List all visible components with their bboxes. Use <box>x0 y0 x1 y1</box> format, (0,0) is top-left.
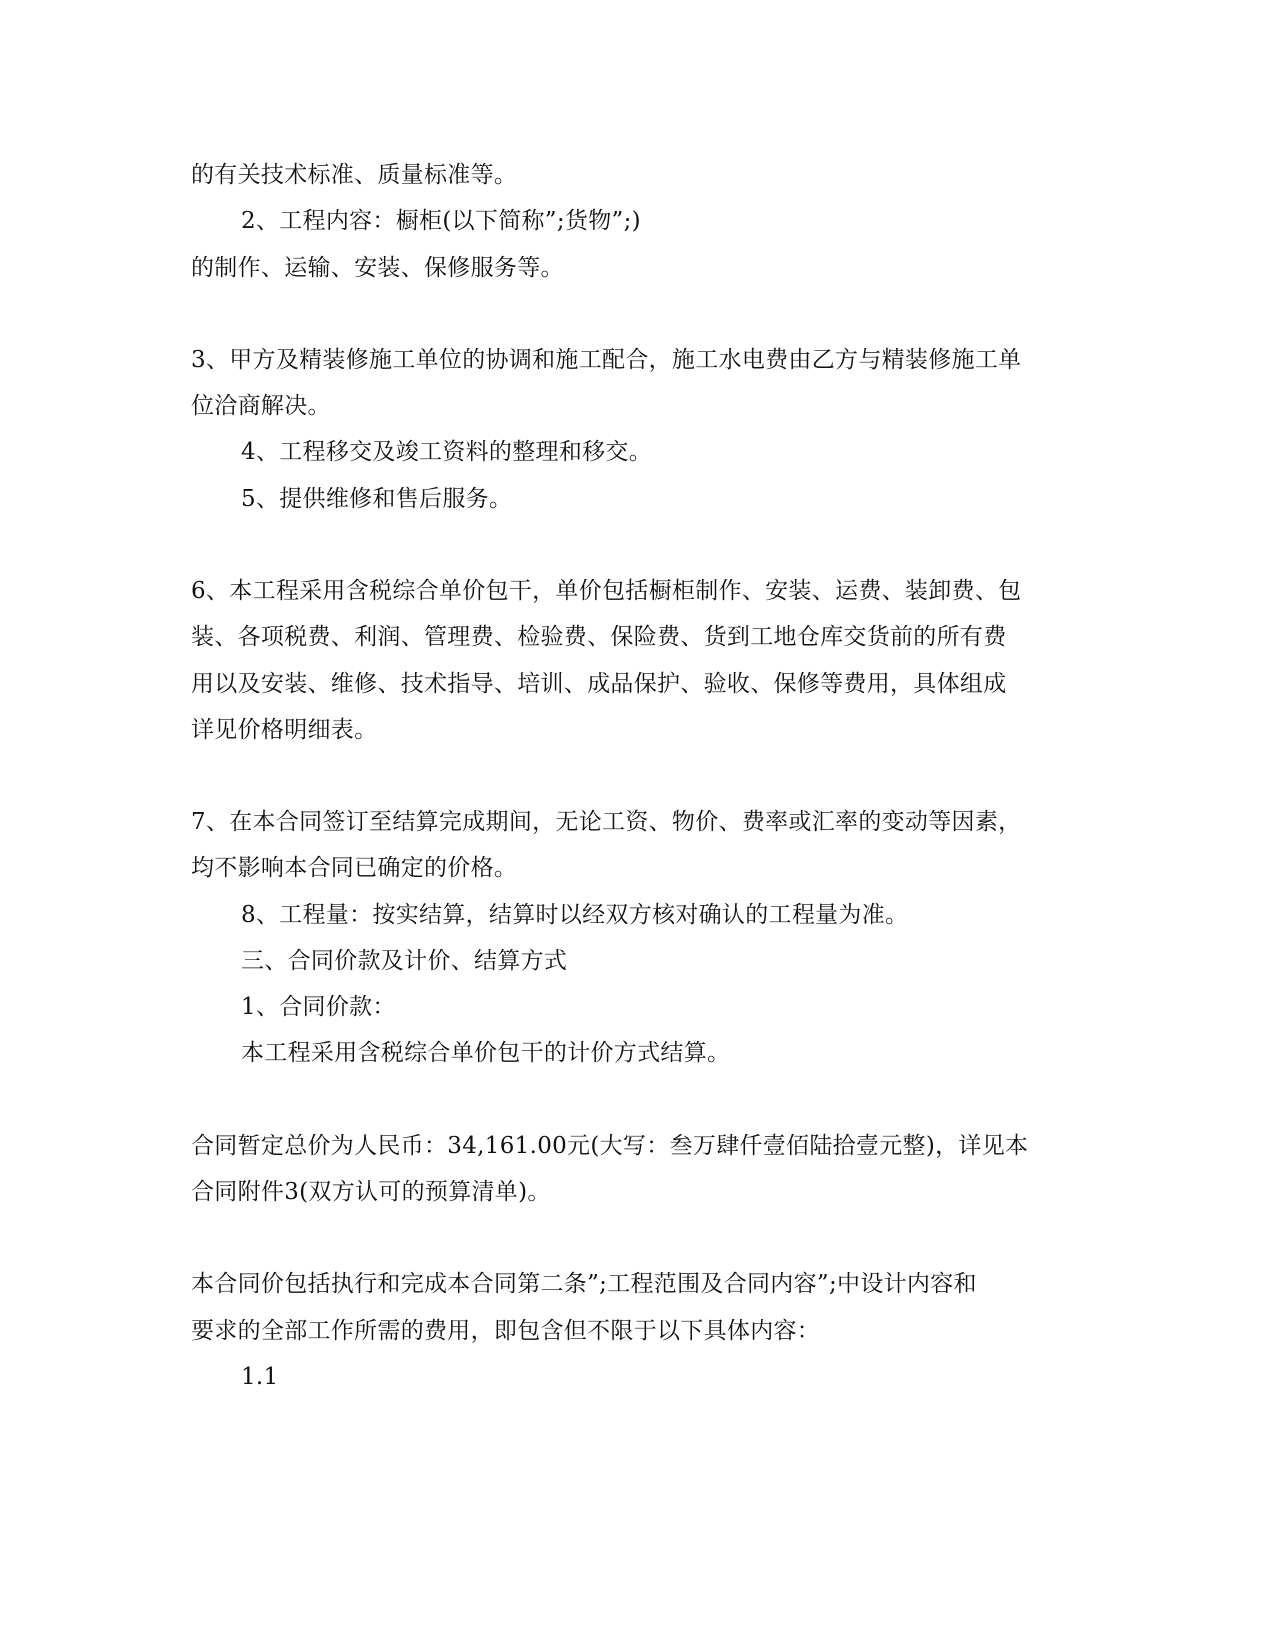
text-line-3: 的制作、运输、安装、保修服务等。 <box>191 255 564 281</box>
text-line-22: 1.1 <box>241 1364 279 1390</box>
text-line-19: 合同附件3(双方认可的预算清单)。 <box>191 1179 551 1205</box>
text-line-5: 位洽商解决。 <box>191 393 331 419</box>
text-line-20: 本合同价包括执行和完成本合同第二条”;工程范围及合同内容”;中设计内容和 <box>191 1271 977 1297</box>
text-line-1: 的有关技术标准、质量标准等。 <box>191 162 518 188</box>
text-line-12: 7、在本合同签订至结算完成期间，无论工资、物价、费率或汇率的变动等因素， <box>191 809 1022 835</box>
text-line-11: 详见价格明细表。 <box>191 717 378 743</box>
text-line-7: 5、提供维修和售后服务。 <box>241 486 513 512</box>
text-line-17: 本工程采用含税综合单价包干的计价方式结算。 <box>241 1040 731 1066</box>
text-line-18: 合同暂定总价为人民币：34,161.00元(大写：叁万肆仟壹佰陆拾壹元整)，详见本 <box>191 1133 1029 1159</box>
text-line-2: 2、工程内容：橱柜(以下简称”;货物”;) <box>241 208 641 234</box>
text-line-13: 均不影响本合同已确定的价格。 <box>191 855 518 881</box>
section-heading: 三、合同价款及计价、结算方式 <box>241 948 568 974</box>
text-line-6: 4、工程移交及竣工资料的整理和移交。 <box>241 439 653 465</box>
text-line-14: 8、工程量：按实结算，结算时以经双方核对确认的工程量为准。 <box>241 902 909 928</box>
text-line-9: 装、各项税费、利润、管理费、检验费、保险费、货到工地仓库交货前的所有费 <box>191 624 1007 650</box>
text-line-21: 要求的全部工作所需的费用，即包含但不限于以下具体内容： <box>191 1318 821 1344</box>
text-line-16: 1、合同价款： <box>241 994 396 1020</box>
text-line-8: 6、本工程采用含税综合单价包干，单价包括橱柜制作、安装、运费、装卸费、包 <box>191 578 1022 604</box>
text-line-4: 3、甲方及精装修施工单位的协调和施工配合，施工水电费由乙方与精装修施工单 <box>191 347 1022 373</box>
text-line-10: 用以及安装、维修、技术指导、培训、成品保护、验收、保修等费用，具体组成 <box>191 671 1007 697</box>
